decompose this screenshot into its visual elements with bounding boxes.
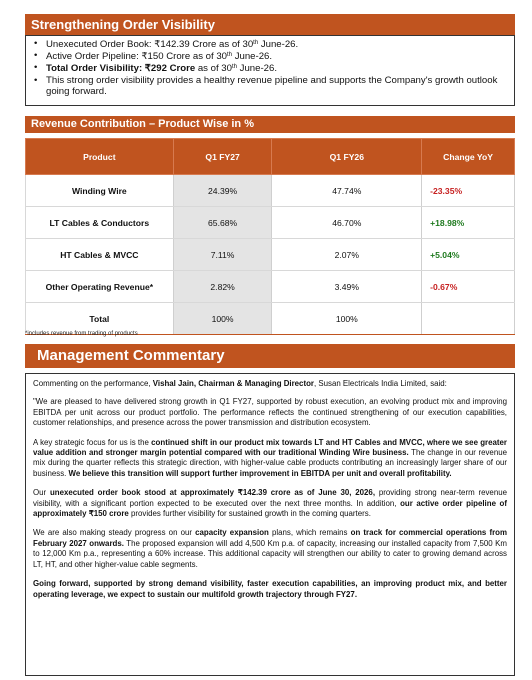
emphasis-text: We believe this transition will support further improvement in EBITDA per unit and overall profitability. bbox=[68, 468, 452, 478]
paragraph-text: , Susan Electricals India Limited, said: bbox=[313, 379, 447, 388]
paragraph-text: The proposed expansion will add 4,500 Km p.a. of capacity, increasing our installed capacity from 7,500 Km to 12,000 Km p.a., representing a 60% increase. This additional capacity will strengthen our ability to cater to growing demand across LT, HT, and other higher-value cable segments. bbox=[33, 538, 508, 569]
commentary-paragraph bbox=[33, 397, 507, 428]
order-visibility-list bbox=[32, 38, 508, 97]
change-yoy-cell: -23.35% bbox=[422, 175, 515, 207]
paragraph-text: provides further visibility for sustained growth in the coming quarters. bbox=[128, 509, 371, 519]
q1fy26-cell: 3.49% bbox=[272, 271, 422, 303]
list-item bbox=[32, 75, 508, 97]
bullet-text: Active Order Pipeline: ₹150 Crore as of 30 bbox=[46, 51, 228, 63]
q1fy27-cell: 65.68% bbox=[173, 207, 272, 239]
paragraph-text: A key strategic focus for us is the bbox=[33, 437, 152, 447]
q1fy26-cell: 46.70% bbox=[272, 207, 422, 239]
q1fy26-cell: 100% bbox=[272, 303, 422, 335]
product-cell: Total bbox=[26, 303, 174, 335]
bullet-text: Unexecuted Order Book: ₹142.39 Crore as of 30 bbox=[46, 39, 254, 50]
list-item bbox=[32, 38, 508, 50]
table-row bbox=[26, 207, 515, 239]
q1fy27-cell: 24.39% bbox=[173, 175, 272, 207]
bullet-superscript: th bbox=[231, 64, 237, 71]
change-yoy-cell: -0.67% bbox=[422, 271, 515, 303]
commentary-paragraph bbox=[33, 488, 507, 519]
header-change-yoy: Change YoY bbox=[422, 139, 515, 175]
q1fy27-cell: 100% bbox=[173, 303, 272, 335]
revenue-contribution-table bbox=[25, 138, 515, 335]
paragraph-text: The change in our revenue mix during the quarter reflects this strategic direction, with higher-value cable products contributing an increasingly larger share of our business. bbox=[33, 448, 507, 478]
revenue-contribution-heading: Revenue Contribution – Product Wise in % bbox=[25, 116, 515, 133]
list-item bbox=[32, 50, 508, 62]
change-yoy-cell bbox=[422, 303, 515, 335]
bullet-text: as of 30 bbox=[195, 63, 232, 75]
emphasis-text: Vishal Jain, Chairman & Managing Director bbox=[152, 379, 314, 388]
paragraph-text: plans, which remains bbox=[268, 528, 351, 538]
list-item bbox=[32, 62, 508, 74]
bullet-text-end: June-26. bbox=[237, 63, 278, 75]
q1fy27-cell: 2.82% bbox=[173, 271, 272, 303]
table-row bbox=[26, 303, 515, 335]
product-cell: Other Operating Revenue* bbox=[26, 271, 174, 303]
paragraph-text: providing strong near-term revenue visibility, with a significant portion expected to be executed over the next three months. In addition, bbox=[33, 488, 507, 508]
table-footnote: *includes revenue from trading of products bbox=[25, 331, 138, 337]
bullet-bold-text: Total Order Visibility: ₹292 Crore bbox=[46, 63, 196, 75]
emphasis-text: Going forward, supported by strong demand visibility, faster execution capabilities, an improving product mix, and better operating leverage, we expect to sustain our multifold growth trajectory through FY27. bbox=[33, 579, 507, 599]
header-q1fy27: Q1 FY27 bbox=[173, 139, 272, 175]
emphasis-text: capacity expansion bbox=[195, 528, 269, 538]
q1fy26-cell: 47.74% bbox=[272, 175, 422, 207]
paragraph-text: Commenting on the performance, bbox=[33, 379, 153, 388]
product-cell: HT Cables & MVCC bbox=[26, 239, 174, 271]
management-commentary-box bbox=[25, 373, 515, 676]
order-visibility-box bbox=[25, 35, 515, 106]
paragraph-text: "We are pleased to have delivered strong growth in Q1 FY27, supported by robust execution, an evolving product mix and improving EBITDA per unit across our product portfolio. The performance reflects the continued strengthening of our execution capabilities, customer relationships, and presence across the power transmission and distribution ecosystem. bbox=[33, 397, 507, 428]
emphasis-text: unexecuted order book stood at approximately ₹142.39 crore as of June 30, 2026, bbox=[49, 488, 376, 498]
commentary-paragraph bbox=[33, 528, 507, 570]
change-yoy-cell: +18.98% bbox=[422, 207, 515, 239]
table-row bbox=[26, 175, 515, 207]
bullet-text: This strong order visibility provides a healthy revenue pipeline and supports the Company's growth outlook going forward. bbox=[46, 74, 498, 97]
bullet-text-end: June-26. bbox=[232, 51, 273, 63]
commentary-paragraph bbox=[33, 438, 507, 480]
header-q1fy26: Q1 FY26 bbox=[272, 139, 422, 175]
paragraph-text: Our bbox=[33, 488, 50, 498]
emphasis-text: continued shift in our product mix towards LT and HT Cables and MVCC, where we see greater value addition and stronger margin potential compared with our traditional Winding Wire business. bbox=[33, 437, 507, 458]
management-commentary-heading: Management Commentary bbox=[25, 344, 515, 368]
bullet-superscript: th bbox=[227, 52, 233, 59]
bullet-text-end: June-26. bbox=[258, 39, 299, 50]
table-row bbox=[26, 271, 515, 303]
change-yoy-cell: +5.04% bbox=[422, 239, 515, 271]
table-header-row bbox=[26, 139, 515, 175]
bullet-superscript: th bbox=[253, 40, 259, 46]
product-cell: LT Cables & Conductors bbox=[26, 207, 174, 239]
header-product: Product bbox=[26, 139, 174, 175]
table-row bbox=[26, 239, 515, 271]
order-visibility-heading: Strengthening Order Visibility bbox=[25, 14, 515, 35]
commentary-paragraph bbox=[33, 379, 507, 389]
product-cell: Winding Wire bbox=[26, 175, 174, 207]
paragraph-text: We are also making steady progress on our bbox=[33, 528, 196, 538]
emphasis-text: our active order pipeline of approximately ₹150 crore bbox=[33, 498, 507, 519]
commentary-paragraph bbox=[33, 579, 507, 600]
emphasis-text: on track for commercial operations from February 2027 onwards. bbox=[33, 528, 507, 548]
q1fy26-cell: 2.07% bbox=[272, 239, 422, 271]
q1fy27-cell: 7.11% bbox=[173, 239, 272, 271]
